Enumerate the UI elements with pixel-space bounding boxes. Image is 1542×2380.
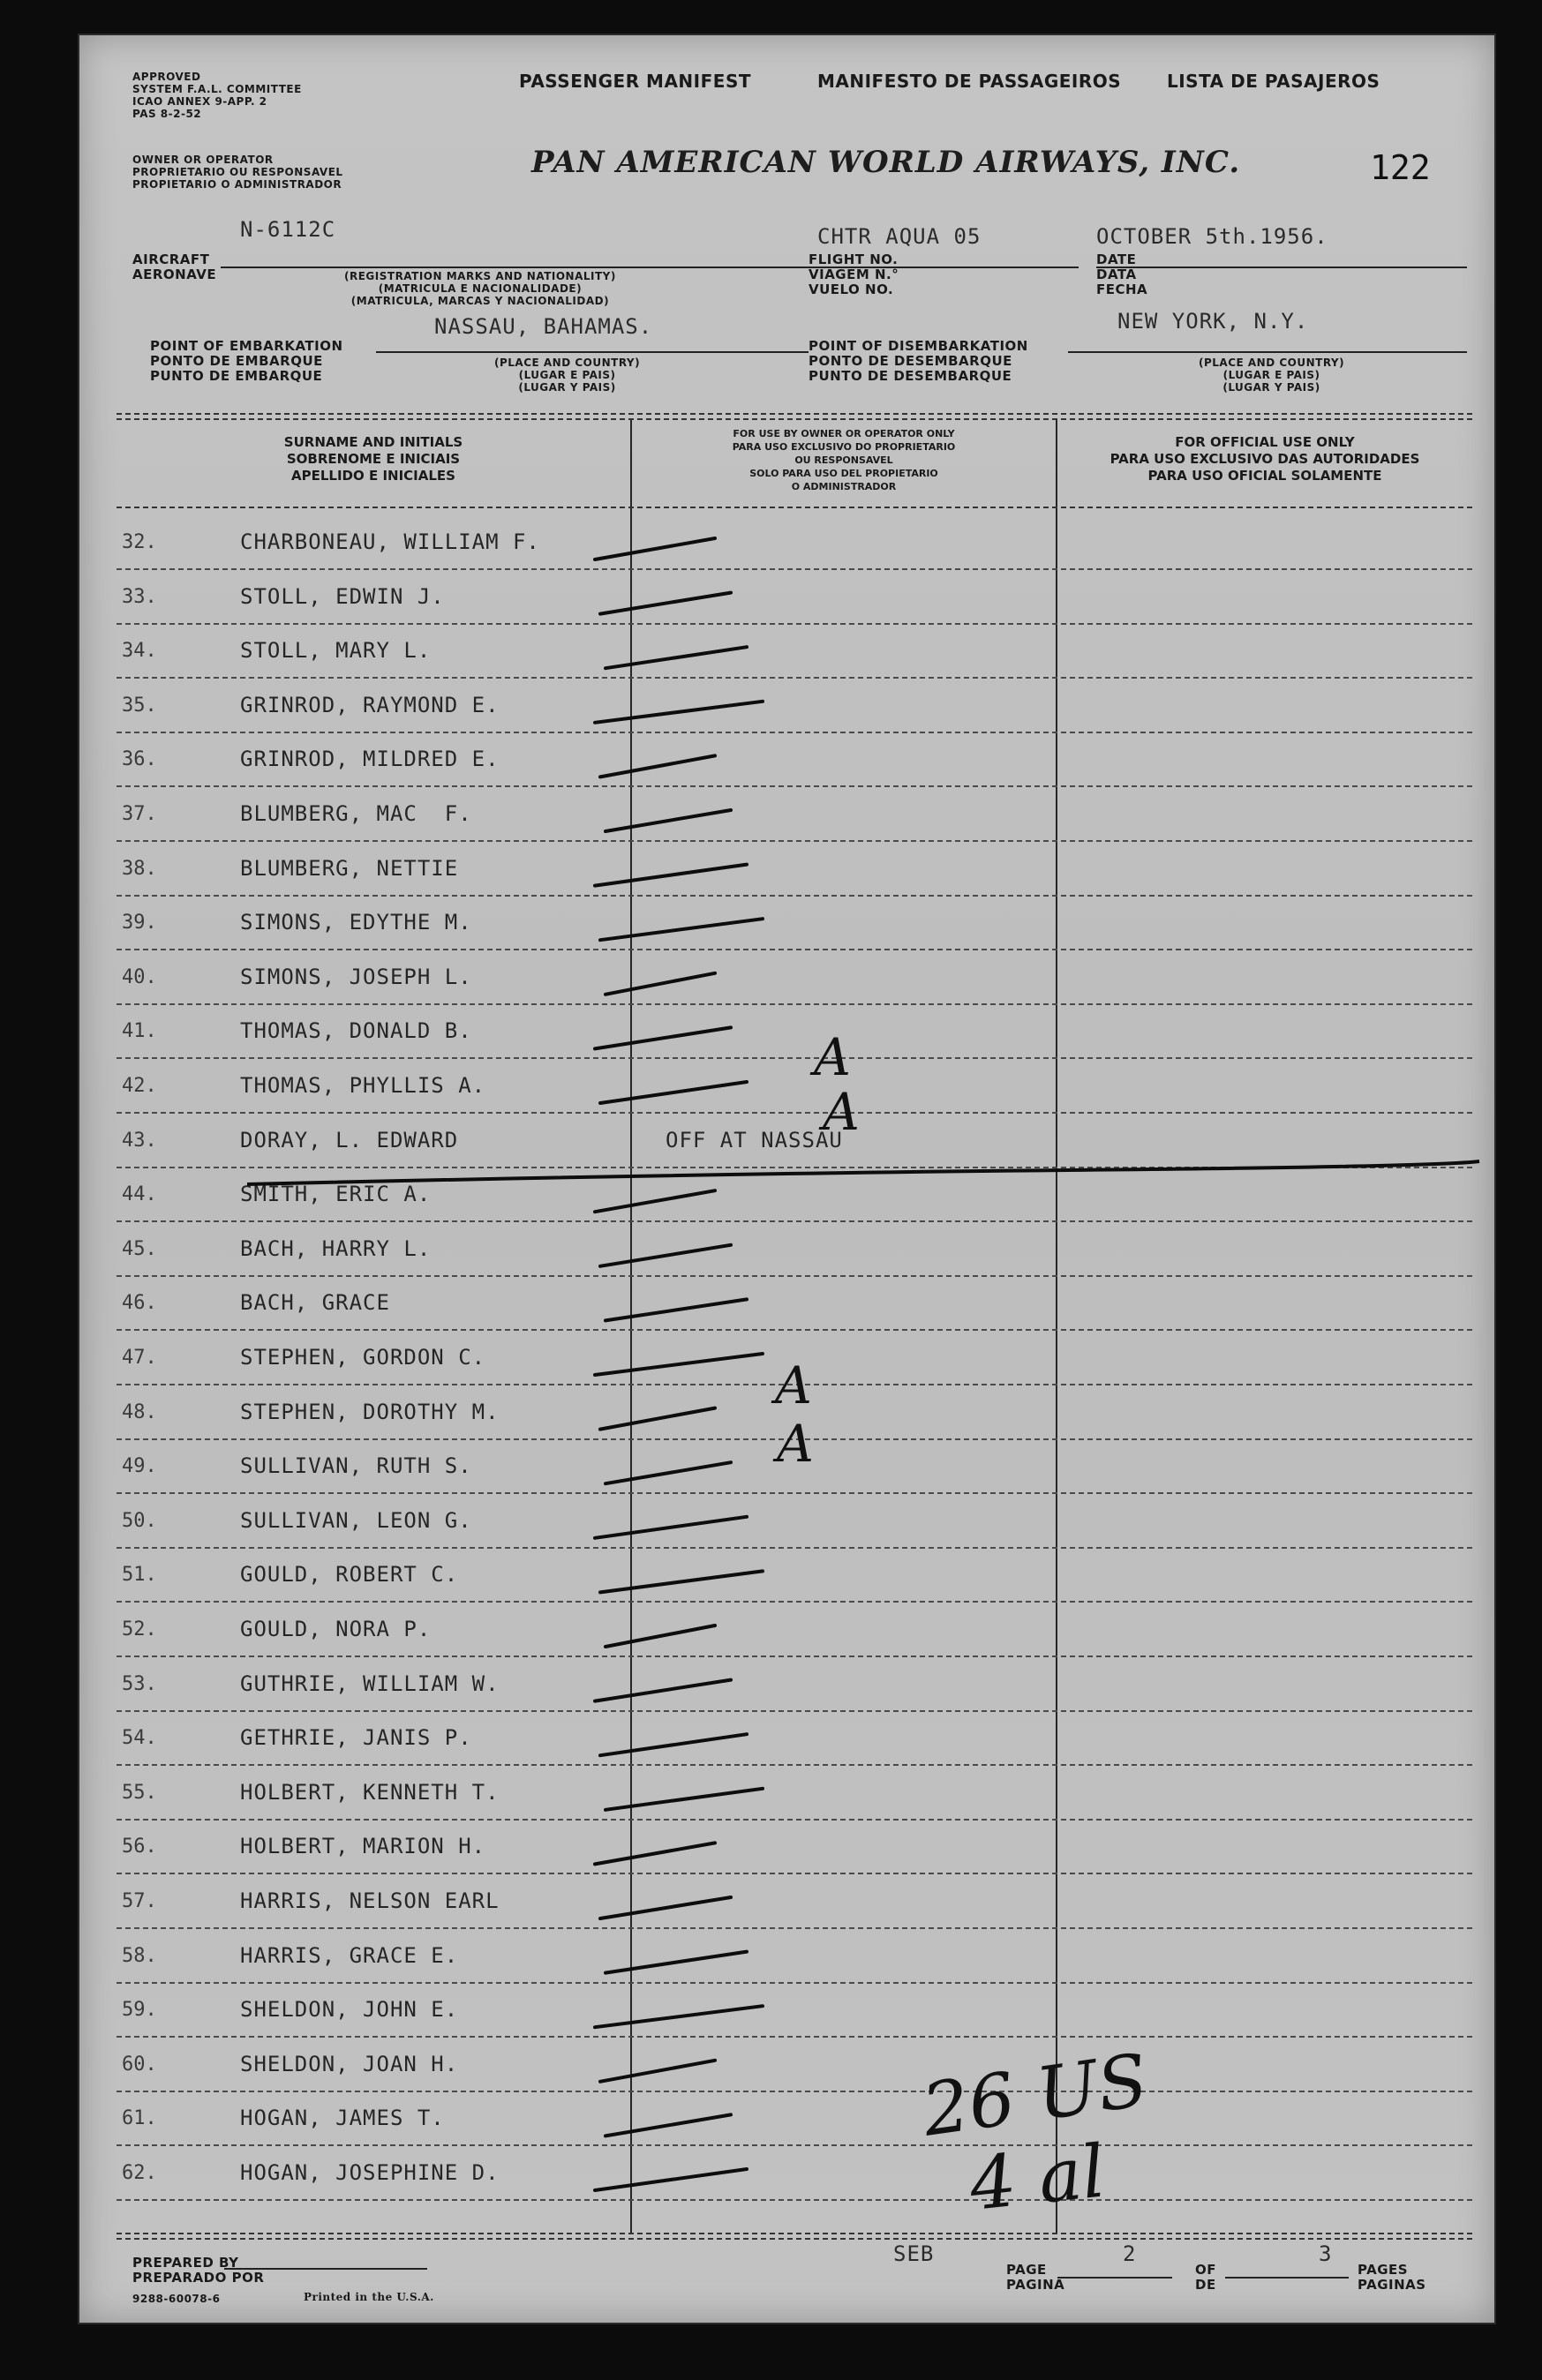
ink-marks xyxy=(79,35,1494,2323)
approval-line: PAS 8-2-52 xyxy=(132,108,202,120)
flight-label-line: VUELO NO. xyxy=(809,282,894,297)
form-number: 9288-60078-6 xyxy=(132,2293,221,2305)
passenger-note: OFF AT NASSAU xyxy=(666,1127,843,1152)
passenger-number: 40. xyxy=(122,965,157,988)
pages-label-line: PAGES xyxy=(1358,2262,1409,2278)
approval-line: APPROVED xyxy=(132,71,201,83)
passenger-name: SHELDON, JOAN H. xyxy=(240,2051,459,2076)
of-label-line: OF xyxy=(1195,2262,1216,2278)
passenger-name: GRINROD, RAYMOND E. xyxy=(240,692,500,717)
check-mark xyxy=(606,973,715,995)
passenger-number: 39. xyxy=(122,912,157,935)
title-english: PASSENGER MANIFEST xyxy=(519,71,751,92)
passenger-number: 50. xyxy=(122,1509,157,1532)
approval-line: SYSTEM F.A.L. COMMITTEE xyxy=(132,83,302,95)
title-portuguese: MANIFESTO DE PASSAGEIROS xyxy=(817,71,1122,92)
check-mark xyxy=(600,1245,731,1266)
check-mark xyxy=(600,1408,715,1430)
passenger-number: 37. xyxy=(122,803,157,825)
passenger-number: 44. xyxy=(122,1183,157,1206)
passenger-number: 46. xyxy=(122,1292,157,1315)
check-mark xyxy=(606,2114,731,2136)
check-mark xyxy=(600,1571,763,1592)
column-header-line: SOLO PARA USO DEL PROPIETARIO xyxy=(749,468,938,479)
owner-label-line: PROPRIETARIO OU RESPONSAVEL xyxy=(132,166,343,178)
handwritten-tally-us: 26 US xyxy=(917,2038,1153,2153)
passenger-name: THOMAS, PHYLLIS A. xyxy=(240,1073,486,1098)
check-mark xyxy=(606,1462,731,1483)
handwritten-a-mark: A xyxy=(777,1414,814,1474)
passenger-number: 33. xyxy=(122,585,157,608)
disembarkation-label-line: PUNTO DE DESEMBARQUE xyxy=(809,368,1012,384)
check-mark xyxy=(606,1789,763,1810)
passenger-name: BLUMBERG, NETTIE xyxy=(240,855,459,881)
column-header-line: O ADMINISTRADOR xyxy=(791,481,897,492)
passenger-number: 34. xyxy=(122,640,157,663)
passenger-number: 53. xyxy=(122,1672,157,1695)
aircraft-sub-line: (REGISTRATION MARKS AND NATIONALITY) xyxy=(344,270,616,282)
column-header-line: PARA USO OFICIAL SOLAMENTE xyxy=(1147,468,1382,484)
handwritten-tally-al: 4 al xyxy=(966,2129,1109,2227)
passenger-number: 60. xyxy=(122,2053,157,2076)
passenger-name: SIMONS, EDYTHE M. xyxy=(240,910,472,935)
total-underline xyxy=(1225,2277,1349,2279)
pages-label xyxy=(1358,2263,1426,2293)
passenger-name: HOLBERT, KENNETH T. xyxy=(240,1779,500,1805)
disembarkation-sub-line: (LUGAR Y PAIS) xyxy=(1222,381,1320,394)
passenger-name: HOGAN, JOSEPHINE D. xyxy=(240,2160,500,2185)
passenger-number: 38. xyxy=(122,857,157,880)
embarkation-sub-line: (LUGAR E PAIS) xyxy=(518,369,616,381)
passenger-number: 43. xyxy=(122,1129,157,1152)
check-mark xyxy=(595,2169,747,2190)
passenger-name: HARRIS, NELSON EARL xyxy=(240,1888,500,1913)
passenger-number: 59. xyxy=(122,1999,157,2022)
passenger-number: 52. xyxy=(122,1618,157,1640)
passenger-name: GOULD, ROBERT C. xyxy=(240,1562,459,1588)
passenger-number: 47. xyxy=(122,1347,157,1369)
passenger-number: 54. xyxy=(122,1727,157,1750)
embarkation-sub-line: (LUGAR Y PAIS) xyxy=(518,381,616,394)
embarkation-label-line: PONTO DE EMBARQUE xyxy=(150,353,323,369)
passenger-name: HOGAN, JAMES T. xyxy=(240,2106,445,2131)
disembarkation-value: NEW YORK, N.Y. xyxy=(1117,309,1309,334)
check-mark xyxy=(600,1082,747,1103)
passenger-number: 48. xyxy=(122,1400,157,1423)
embarkation-label-line: PUNTO DE EMBARQUE xyxy=(150,368,323,384)
passenger-name: HOLBERT, MARION H. xyxy=(240,1834,486,1859)
prepared-underline xyxy=(224,2268,427,2270)
approval-line: ICAO ANNEX 9-APP. 2 xyxy=(132,95,267,108)
prepared-label xyxy=(132,2256,264,2286)
handwritten-a-mark: A xyxy=(775,1355,812,1415)
disembarkation-sub-line: (PLACE AND COUNTRY) xyxy=(1199,357,1345,369)
passenger-name: HARRIS, GRACE E. xyxy=(240,1942,459,1968)
date-value: OCTOBER 5th.1956. xyxy=(1096,224,1328,249)
passenger-name: THOMAS, DONALD B. xyxy=(240,1018,472,1044)
check-mark xyxy=(600,755,715,777)
disembarkation-sub-line: (LUGAR E PAIS) xyxy=(1222,369,1320,381)
page-label-line: PAGINA xyxy=(1006,2277,1065,2293)
page-label xyxy=(1006,2263,1064,2293)
column-header-line: SURNAME AND INITIALS xyxy=(283,434,463,450)
check-mark xyxy=(595,865,747,886)
owner-label-line: OWNER OR OPERATOR xyxy=(132,154,274,166)
check-mark xyxy=(606,647,747,668)
passenger-name: STEPHEN, DOROTHY M. xyxy=(240,1399,500,1424)
passenger-number: 49. xyxy=(122,1455,157,1478)
check-mark xyxy=(595,1027,731,1048)
company-name: PAN AMERICAN WORLD AIRWAYS, INC. xyxy=(531,145,1241,180)
aircraft-label-line: AIRCRAFT xyxy=(132,252,210,267)
flight-label-line: VIAGEM N.° xyxy=(809,267,899,282)
passenger-name: GRINROD, MILDRED E. xyxy=(240,747,500,772)
check-mark xyxy=(595,1354,763,1375)
check-mark xyxy=(600,1734,747,1755)
passenger-number: 56. xyxy=(122,1836,157,1858)
passenger-name: STOLL, EDWIN J. xyxy=(240,583,445,609)
aircraft-label-line: AERONAVE xyxy=(132,267,217,282)
total-pages: 3 xyxy=(1319,2241,1333,2266)
column-header-line: OU RESPONSAVEL xyxy=(794,454,893,466)
column-header-line: APELLIDO E INICIALES xyxy=(291,468,455,484)
disembarkation-label-line: PONTO DE DESEMBARQUE xyxy=(809,353,1012,369)
page-number: 2 xyxy=(1123,2241,1137,2266)
passenger-number: 45. xyxy=(122,1237,157,1260)
column-header-line: PARA USO EXCLUSIVO DO PROPRIETARIO xyxy=(732,441,956,453)
check-mark xyxy=(606,1625,715,1647)
column-header-line: SOBRENOME E INICIAIS xyxy=(286,451,461,467)
check-mark xyxy=(595,1517,747,1538)
passenger-name: STOLL, MARY L. xyxy=(240,638,432,664)
page-stamp: 122 xyxy=(1370,148,1431,187)
manifest-sheet xyxy=(78,34,1496,2324)
embarkation-value: NASSAU, BAHAMAS. xyxy=(434,314,653,339)
flight-value: CHTR AQUA 05 xyxy=(817,224,982,249)
flight-label-line: FLIGHT NO. xyxy=(809,252,899,267)
passenger-number: 58. xyxy=(122,1944,157,1967)
passenger-number: 32. xyxy=(122,531,157,553)
strike-through-line xyxy=(247,1161,1479,1184)
embarkation-label-line: POINT OF EMBARKATION xyxy=(150,338,343,354)
check-mark xyxy=(606,1952,747,1973)
date-label-line: DATE xyxy=(1096,252,1137,267)
column-header-line: FOR USE BY OWNER OR OPERATOR ONLY xyxy=(733,428,955,439)
check-mark xyxy=(600,919,763,940)
check-mark xyxy=(595,1843,715,1864)
passenger-number: 35. xyxy=(122,694,157,717)
passenger-name: GOULD, NORA P. xyxy=(240,1617,432,1641)
handwritten-a-mark: A xyxy=(823,1082,860,1142)
passenger-number: 57. xyxy=(122,1890,157,1912)
check-mark xyxy=(595,1680,731,1701)
passenger-number: 42. xyxy=(122,1075,157,1097)
check-mark xyxy=(595,702,763,723)
date-label-line: DATA xyxy=(1096,267,1137,282)
passenger-name: SULLIVAN, RUTH S. xyxy=(240,1453,472,1479)
aircraft-sub-line: (MATRICULA E NACIONALIDADE) xyxy=(378,282,583,295)
page-underline xyxy=(1057,2277,1172,2279)
passenger-number: 41. xyxy=(122,1020,157,1043)
preparer-initials: SEB xyxy=(893,2241,935,2266)
check-mark xyxy=(595,2006,763,2027)
passenger-name: BLUMBERG, MAC F. xyxy=(240,801,472,826)
passenger-name: GUTHRIE, WILLIAM W. xyxy=(240,1671,500,1696)
date-label-line: FECHA xyxy=(1096,282,1148,297)
check-mark xyxy=(600,593,731,614)
owner-label-line: PROPIETARIO O ADMINISTRADOR xyxy=(132,178,342,191)
page-label-line: PAGE xyxy=(1006,2262,1047,2278)
check-mark xyxy=(600,2061,715,2082)
passenger-name: SULLIVAN, LEON G. xyxy=(240,1507,472,1533)
title-spanish: LISTA DE PASAJEROS xyxy=(1167,71,1380,92)
pages-label-line: PAGINAS xyxy=(1358,2277,1426,2293)
passenger-number: 62. xyxy=(122,2162,157,2184)
passenger-number: 51. xyxy=(122,1564,157,1587)
handwritten-a-mark: A xyxy=(814,1027,851,1087)
of-label-line: DE xyxy=(1195,2277,1216,2293)
prepared-label-line: PREPARADO POR xyxy=(132,2270,265,2286)
passenger-name: CHARBONEAU, WILLIAM F. xyxy=(240,529,540,554)
passenger-name: BACH, GRACE xyxy=(240,1290,390,1316)
check-mark xyxy=(606,1299,747,1320)
column-header-line: FOR OFFICIAL USE ONLY xyxy=(1175,434,1355,450)
passenger-name: SHELDON, JOHN E. xyxy=(240,1997,459,2023)
column-header-line: PARA USO EXCLUSIVO DAS AUTORIDADES xyxy=(1109,451,1420,467)
passenger-name: STEPHEN, GORDON C. xyxy=(240,1345,486,1370)
passenger-name: SIMONS, JOSEPH L. xyxy=(240,964,472,989)
check-mark xyxy=(595,538,715,559)
passenger-number: 61. xyxy=(122,2107,157,2130)
passenger-name: BACH, HARRY L. xyxy=(240,1235,432,1261)
passenger-number: 55. xyxy=(122,1781,157,1804)
aircraft-value: N-6112C xyxy=(240,217,336,242)
passenger-name: SMITH, ERIC A. xyxy=(240,1182,432,1207)
embarkation-sub-line: (PLACE AND COUNTRY) xyxy=(494,357,641,369)
check-mark xyxy=(606,810,731,831)
aircraft-sub-line: (MATRICULA, MARCAS Y NACIONALIDAD) xyxy=(350,295,610,307)
prepared-label-line: PREPARED BY xyxy=(132,2255,239,2271)
passenger-name: DORAY, L. EDWARD xyxy=(240,1127,459,1152)
passenger-name: GETHRIE, JANIS P. xyxy=(240,1725,472,1751)
printed-note: Printed in the U.S.A. xyxy=(304,2291,434,2303)
check-mark xyxy=(595,1190,715,1212)
check-mark xyxy=(600,1897,731,1918)
of-label xyxy=(1195,2263,1216,2293)
passenger-number: 36. xyxy=(122,748,157,771)
disembarkation-label-line: POINT OF DISEMBARKATION xyxy=(809,338,1028,354)
